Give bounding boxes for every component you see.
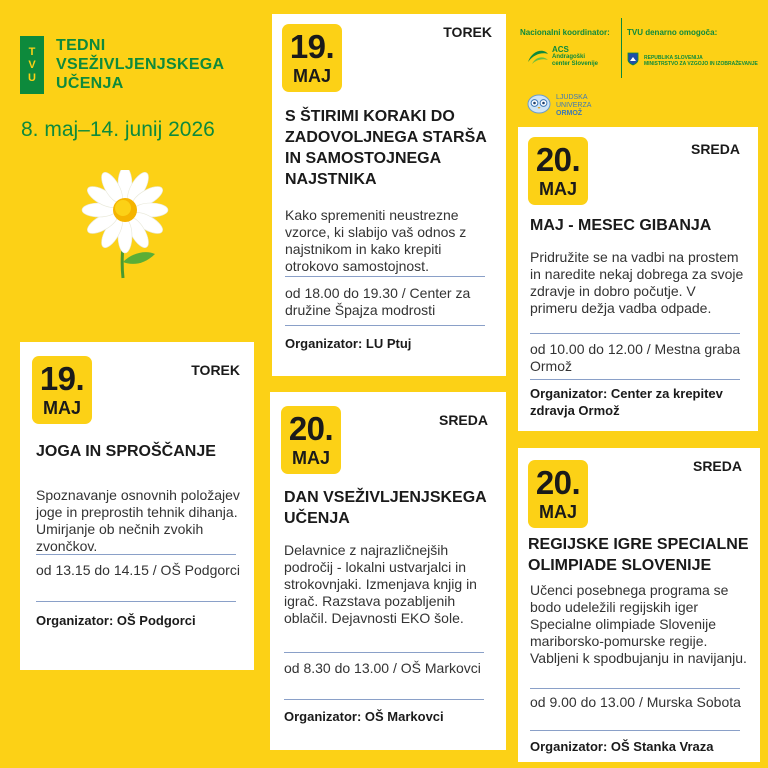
tvu-logo [20,36,44,94]
event-month: MAJ [291,448,330,468]
logo-letter: V [28,58,36,71]
date-badge [32,356,92,424]
event-weekday: TOREK [443,24,492,40]
event-title: S ŠTIRIMI KORAKI DO ZADOVOLJNEGA STARŠA IN SAMOSTOJNEGA NAJSTNIKA [285,108,487,188]
divider [530,333,740,334]
event-card [272,14,506,376]
divider [284,699,484,700]
logo-letter: U [28,71,36,84]
daisy-illustration [75,170,175,280]
event-title: MAJ - MESEC GIBANJA [530,217,712,234]
event-day: 19. [289,28,335,65]
event-title: REGIJSKE IGRE SPECIALNE OLIMPIADE SLOVENIJE [528,536,749,574]
logo-letter: T [28,45,36,58]
partner-divider [621,18,622,78]
ministry-name: REPUBLIKA SLOVENIJA [644,55,703,61]
event-weekday: SREDA [692,458,742,474]
acs-name: center Slovenije [552,61,599,67]
acs-abbr: ACS [552,45,569,54]
divider [284,652,484,653]
event-organizer: Organizator: OŠ Podgorci [36,613,196,628]
page-title [56,36,276,93]
event-organizer: Organizator: LU Ptuj [285,336,412,351]
event-month: MAJ [538,502,577,522]
event-day: 19. [39,360,85,397]
event-description: Spoznavanje osnovnih položajev joge in preprostih tehnik dihanja. Umirjanje ob nečnih zvokih zvončkov. [36,487,240,554]
divider [36,554,236,555]
divider [530,688,740,689]
event-time-location: od 8.30 do 13.00 / OŠ Markovci [284,660,481,676]
event-day: 20. [535,141,581,178]
date-range: 8. maj–14. junij 2026 [21,118,215,141]
event-day: 20. [288,410,334,447]
date-badge [528,460,588,528]
divider [530,730,740,731]
title-line: UČENJA [56,75,124,92]
event-weekday: SREDA [690,141,740,157]
date-badge [281,406,341,474]
acs-name: Andragoški [552,54,586,60]
event-time-location: od 18.00 do 19.30 / Center za družine Špajza modrosti [285,285,471,318]
funding-label: TVU denarno omogoča: [627,28,718,37]
date-badge [282,24,342,92]
divider [530,379,740,380]
event-weekday: SREDA [438,412,488,428]
event-description: Učenci posebnega programa se bodo udeležili regijskih iger Specialne olimpiade Slovenije mariborsko-pomurske regije. Vabljeni k spodbujanju in navijanju. [530,582,747,666]
event-description: Kako spremeniti neustrezne vzorce, ki slabijo vaš odnos z najstnikom in kako krepiti otrokovo samostojnost. [285,207,467,274]
date-badge [528,137,588,205]
divider [285,276,485,277]
event-time-location: od 13.15 do 14.15 / OŠ Podgorci [36,562,240,578]
title-line: VSEŽIVLJENJSKEGA [56,56,225,73]
event-month: MAJ [292,66,331,86]
acs-logo-icon [526,46,550,66]
event-weekday: TOREK [191,362,240,378]
lu-name: ORMOŽ [556,110,583,117]
event-organizer: Organizator: OŠ Markovci [284,709,444,724]
event-organizer: Organizator: OŠ Stanka Vraza [530,739,714,754]
event-description: Pridružite se na vadbi na prostem in naredite nekaj dobrega za svoje zdravje in dobro počutje. V primeru dežja vadba odpade. [530,249,744,316]
event-description: Delavnice z najrazličnejših področij - lokalni ustvarjalci in strokovnjaki. Izmenjava knjig in igrač. Razstava pozabljenih oblačil. Dejavnosti EKO šole. [284,542,477,626]
coordinator-label: Nacionalni koordinator: [520,28,610,37]
event-day: 20. [535,464,581,501]
lu-name: LJUDSKA [556,94,588,101]
event-card [518,127,758,431]
title-line: TEDNI [56,37,106,54]
event-time-location: od 10.00 do 12.00 / Mestna graba Ormož [530,341,741,374]
event-month: MAJ [538,179,577,199]
event-card [270,392,506,750]
event-month: MAJ [42,398,81,418]
partner-logos [520,18,760,128]
ministry-name: MINISTRSTVO ZA VZGOJO IN IZOBRAŽEVANJE [644,61,758,67]
event-time-location: od 9.00 do 13.00 / Murska Sobota [530,694,741,710]
event-card [20,342,254,670]
event-organizer: Organizator: Center za krepitev zdravja Ormož [530,386,723,418]
lu-name: UNIVERZA [556,102,592,109]
event-card [518,448,760,762]
event-title: DAN VSEŽIVLJENJSKEGA UČENJA [284,489,487,527]
divider [285,325,485,326]
divider [36,601,236,602]
owl-logo-icon [526,92,552,114]
event-title: JOGA IN SPROŠČANJE [36,443,216,460]
coat-of-arms-icon [627,52,639,66]
